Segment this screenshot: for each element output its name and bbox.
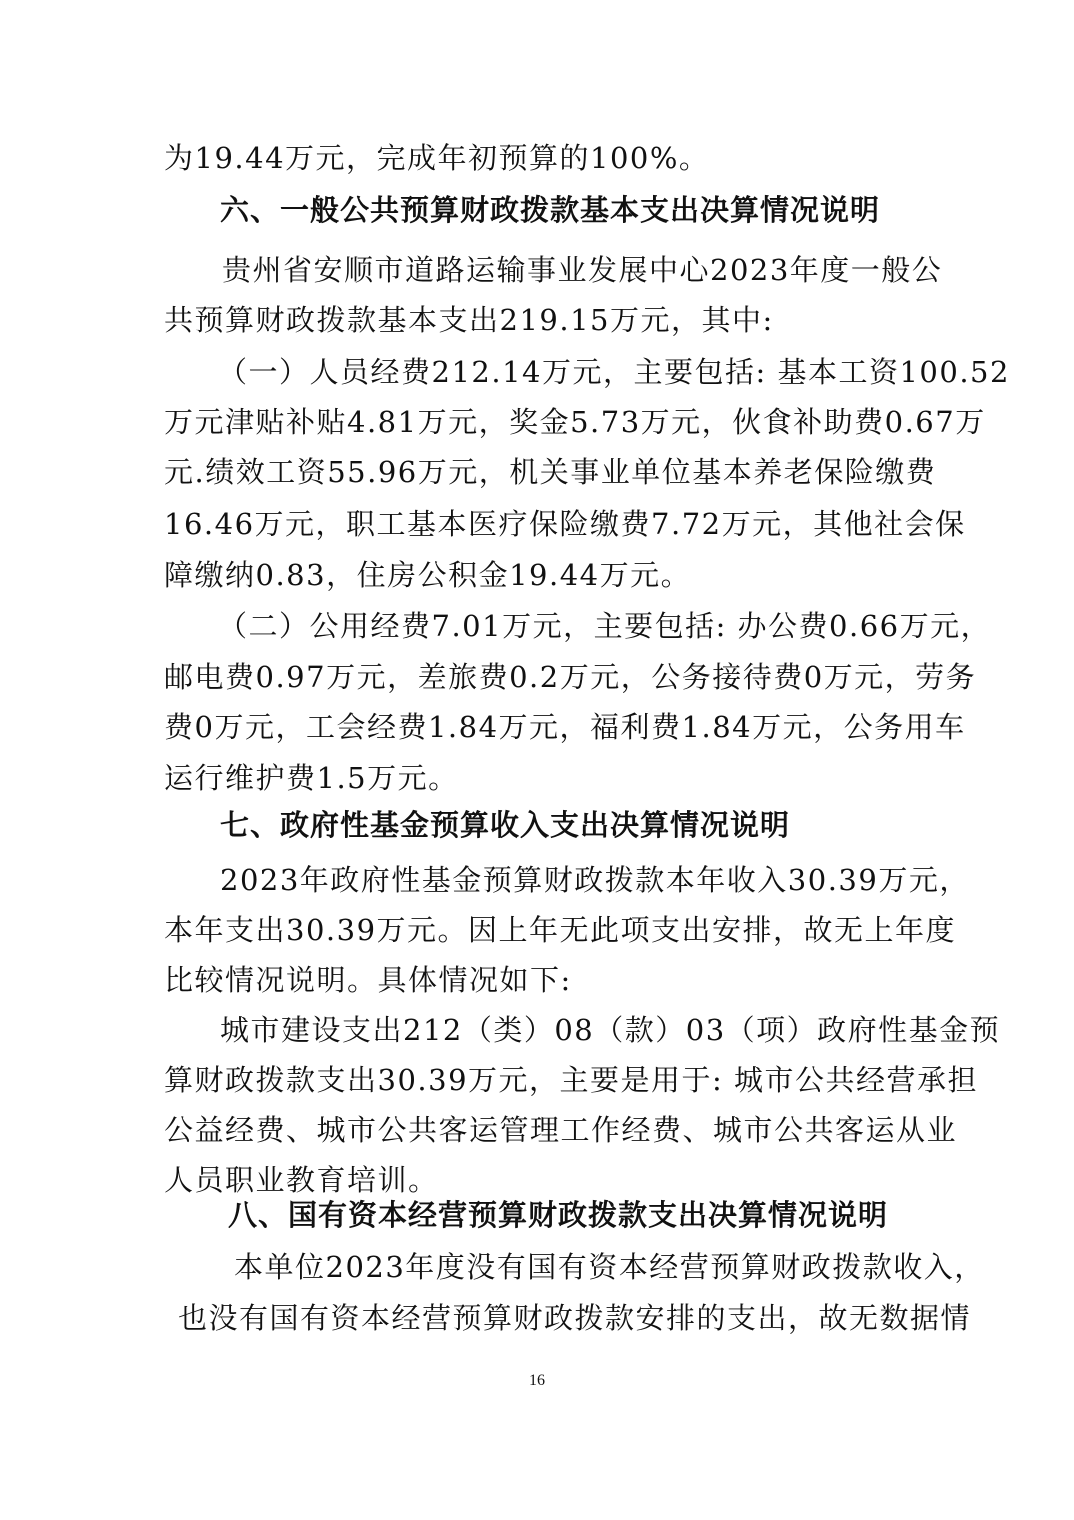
text-line: 为19.44万元，完成年初预算的100%。 bbox=[164, 141, 710, 175]
page-number: 16 bbox=[529, 1372, 545, 1389]
section-heading: 七、政府性基金预算收入支出决算情况说明 bbox=[220, 808, 791, 842]
text-line: 元.绩效工资55.96万元，机关事业单位基本养老保险缴费 bbox=[164, 455, 937, 489]
text-line: 16.46万元，职工基本医疗保险缴费7.72万元，其他社会保 bbox=[164, 507, 966, 541]
text-line: 比较情况说明。具体情况如下: bbox=[164, 963, 572, 997]
section-heading: 八、国有资本经营预算财政拨款支出决算情况说明 bbox=[228, 1198, 889, 1232]
text-line: 公益经费、城市公共客运管理工作经费、城市公共客运从业 bbox=[164, 1113, 958, 1147]
text-line: 也没有国有资本经营预算财政拨款安排的支出，故无数据情 bbox=[178, 1301, 972, 1335]
text-line: 2023年政府性基金预算财政拨款本年收入30.39万元， bbox=[220, 863, 970, 897]
text-line: 本单位2023年度没有国有资本经营预算财政拨款收入， bbox=[234, 1250, 985, 1284]
text-line: 障缴纳0.83，住房公积金19.44万元。 bbox=[164, 558, 692, 592]
text-line: 共预算财政拨款基本支出219.15万元，其中: bbox=[164, 303, 774, 337]
text-line: 本年支出30.39万元。因上年无此项支出安排，故无上年度 bbox=[164, 913, 957, 947]
text-line: 邮电费0.97万元，差旅费0.2万元，公务接待费0万元，劳务 bbox=[164, 660, 977, 694]
text-line: 费0万元，工会经费1.84万元，福利费1.84万元，公务用车 bbox=[164, 710, 966, 744]
text-line: 城市建设支出212（类）08（款）03（项）政府性基金预 bbox=[220, 1013, 1001, 1047]
text-line: 运行维护费1.5万元。 bbox=[164, 761, 459, 795]
text-line: （一）人员经费212.14万元，主要包括: 基本工资100.52 bbox=[218, 355, 1010, 389]
text-line: （二）公用经费7.01万元，主要包括: 办公费0.66万元， bbox=[218, 609, 992, 643]
text-line: 万元津贴补贴4.81万元，奖金5.73万元，伙食补助费0.67万 bbox=[164, 405, 986, 439]
text-line: 人员职业教育培训。 bbox=[164, 1163, 439, 1197]
text-line: 算财政拨款支出30.39万元，主要是用于: 城市公共经营承担 bbox=[164, 1063, 979, 1097]
section-heading: 六、一般公共预算财政拨款基本支出决算情况说明 bbox=[220, 193, 881, 227]
text-line: 贵州省安顺市道路运输事业发展中心2023年度一般公 bbox=[222, 253, 943, 287]
